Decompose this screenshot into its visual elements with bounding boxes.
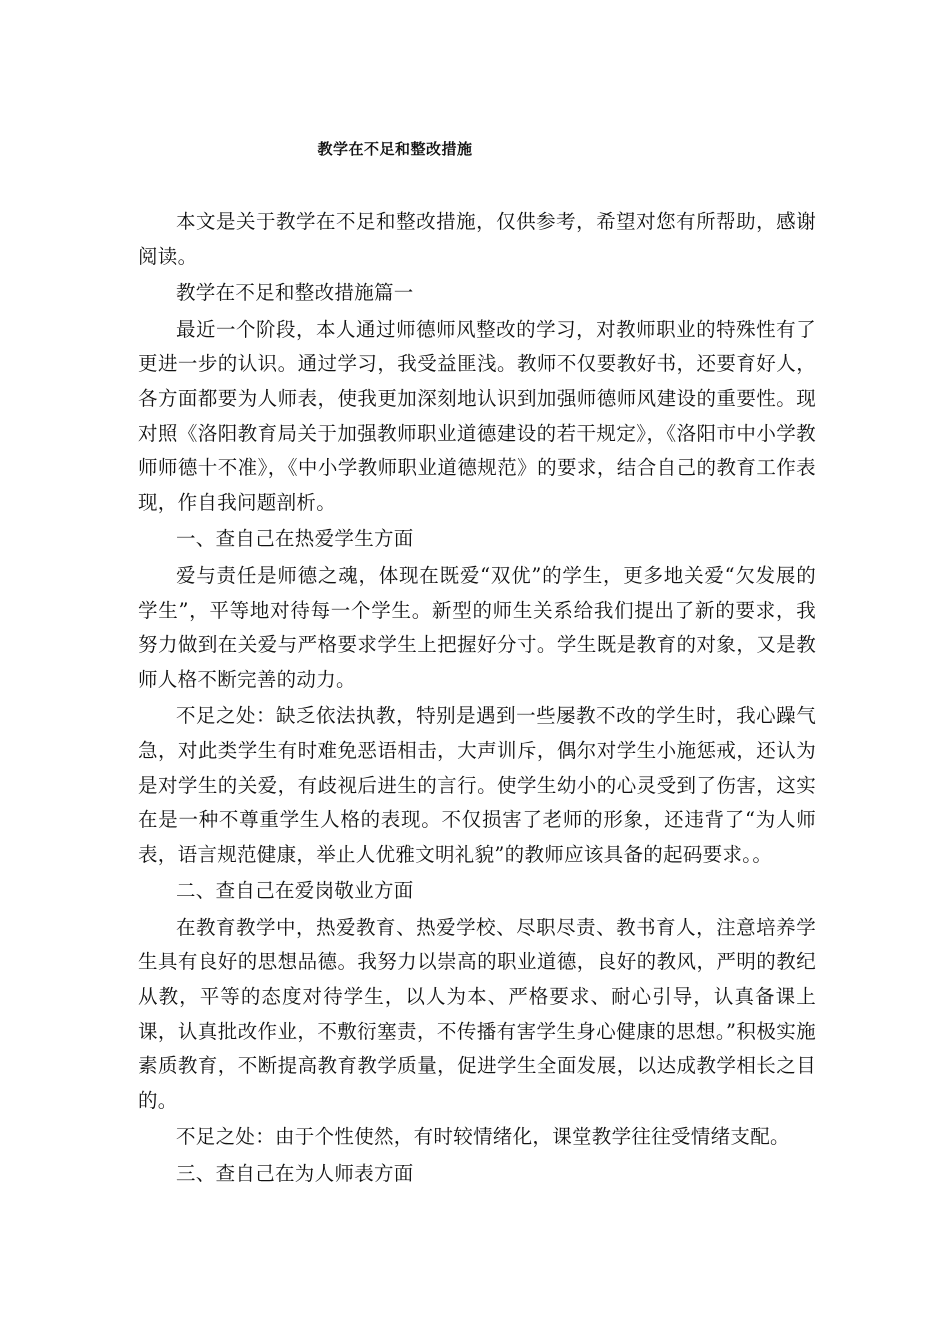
paragraph-shortcomings-2: 不足之处：由于个性使然，有时较情绪化，课堂教学往往受情绪支配。 [176,1125,790,1149]
paragraph-shortcomings-1: 不足之处：缺乏依法执教，特别是遇到一些屡教不改的学生时，我心躁气急，对此类学生有时难免恶语相击，大声训斥，偶尔对学生小施惩戒，还认为是对学生的关爱，有歧视后进生的言行。使学生幼小的心灵受到了伤害，这实在是一种不尊重学生人格的表现。不仅损害了老师的形象，还违背了“为人师表，语言规范健康，举止人优雅文明礼貌”的教师应该具备的起码要求。。 [138,704,816,866]
intro-paragraph: 本文是关于教学在不足和整改措施，仅供参考，希望对您有所帮助，感谢阅读。 [138,210,816,268]
document-body [138,205,816,1192]
section-heading-part-one: 教学在不足和整改措施篇一 [176,281,414,305]
paragraph-self-study: 最近一个阶段，本人通过师德师风整改的学习，对教师职业的特殊性有了更进一步的认识。通过学习，我受益匪浅。教师不仅要教好书，还要育好人，各方面都要为人师表，使我更加深刻地认识到加强师德师风建设的重要性。现对照《洛阳教育局关于加强教师职业道德建设的若干规定》，《洛阳市中小学教师师德十不准》，《中小学教师职业道德规范》的要求，结合自己的教育工作表现，作自我问题剖析。 [138,317,816,514]
heading-role-model: 三、查自己在为人师表方面 [176,1162,414,1186]
paragraph-dedication: 在教育教学中，热爱教育、热爱学校、尽职尽责、教书育人，注意培养学生具有良好的思想品德。我努力以崇高的职业道德，良好的教风，严明的教纪从教，平等的态度对待学生，以人为本、严格要求、耐心引导，认真备课上课，认真批改作业，不敷衍塞责，不传播有害学生身心健康的思想。”积极实施素质教育，不断提高教育教学质量，促进学生全面发展，以达成教学相长之目的。 [138,915,816,1112]
heading-dedication: 二、查自己在爱岗敬业方面 [176,879,414,903]
heading-love-students: 一、查自己在热爱学生方面 [176,527,414,551]
document-title: 教学在不足和整改措施 [317,140,473,158]
paragraph-love-students: 爱与责任是师德之魂，体现在既爱“双优”的学生，更多地关爱“欠发展的学生”，平等地对待每一个学生。新型的师生关系给我们提出了新的要求，我努力做到在关爱与严格要求学生上把握好分寸。学生既是教育的对象，又是教师人格不断完善的动力。 [138,563,816,691]
